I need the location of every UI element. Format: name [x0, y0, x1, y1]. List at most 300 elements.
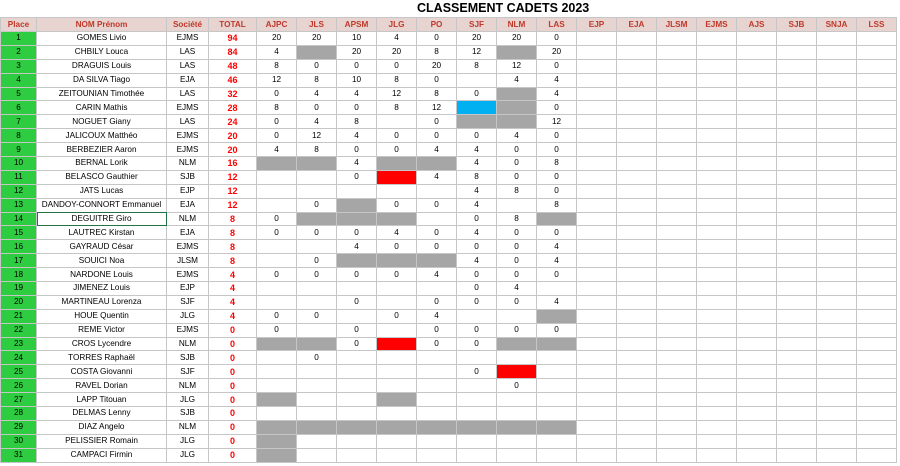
score-cell[interactable] — [417, 254, 457, 268]
score-cell[interactable] — [417, 448, 457, 462]
score-cell[interactable] — [297, 184, 337, 198]
score-cell[interactable] — [737, 143, 777, 157]
score-cell[interactable]: 0 — [417, 115, 457, 129]
score-cell[interactable] — [577, 268, 617, 282]
score-cell[interactable] — [617, 157, 657, 171]
score-cell[interactable] — [777, 351, 817, 365]
score-cell[interactable] — [537, 337, 577, 351]
score-cell[interactable] — [617, 365, 657, 379]
score-cell[interactable]: 4 — [497, 129, 537, 143]
score-cell[interactable] — [697, 184, 737, 198]
score-cell[interactable] — [257, 407, 297, 421]
column-header[interactable]: LAS — [537, 18, 577, 32]
score-cell[interactable]: 0 — [337, 170, 377, 184]
score-cell[interactable]: 0 — [537, 101, 577, 115]
club-cell[interactable]: EJP — [167, 184, 209, 198]
total-cell[interactable]: 0 — [209, 351, 257, 365]
score-cell[interactable] — [617, 393, 657, 407]
score-cell[interactable]: 0 — [497, 143, 537, 157]
score-cell[interactable] — [657, 32, 697, 46]
place-cell[interactable]: 12 — [1, 184, 37, 198]
score-cell[interactable] — [697, 59, 737, 73]
score-cell[interactable] — [617, 198, 657, 212]
score-cell[interactable] — [697, 87, 737, 101]
score-cell[interactable] — [657, 323, 697, 337]
score-cell[interactable] — [737, 87, 777, 101]
score-cell[interactable] — [857, 337, 897, 351]
score-cell[interactable] — [817, 157, 857, 171]
score-cell[interactable] — [297, 407, 337, 421]
score-cell[interactable]: 4 — [497, 282, 537, 296]
score-cell[interactable]: 4 — [297, 115, 337, 129]
score-cell[interactable]: 0 — [417, 240, 457, 254]
score-cell[interactable]: 4 — [417, 170, 457, 184]
score-cell[interactable]: 0 — [297, 59, 337, 73]
score-cell[interactable]: 0 — [457, 129, 497, 143]
score-cell[interactable] — [777, 323, 817, 337]
score-cell[interactable] — [417, 184, 457, 198]
score-cell[interactable]: 0 — [257, 129, 297, 143]
score-cell[interactable] — [577, 32, 617, 46]
score-cell[interactable] — [817, 379, 857, 393]
score-cell[interactable] — [777, 254, 817, 268]
score-cell[interactable] — [497, 434, 537, 448]
score-cell[interactable] — [577, 254, 617, 268]
score-cell[interactable] — [257, 198, 297, 212]
score-cell[interactable] — [297, 393, 337, 407]
score-cell[interactable] — [777, 268, 817, 282]
total-cell[interactable]: 4 — [209, 309, 257, 323]
score-cell[interactable]: 0 — [377, 309, 417, 323]
score-cell[interactable] — [617, 448, 657, 462]
column-header[interactable]: JLG — [377, 18, 417, 32]
score-cell[interactable] — [857, 282, 897, 296]
score-cell[interactable] — [697, 448, 737, 462]
score-cell[interactable]: 12 — [297, 129, 337, 143]
score-cell[interactable] — [337, 379, 377, 393]
name-cell[interactable]: DIAZ Angelo — [37, 420, 167, 434]
score-cell[interactable] — [617, 420, 657, 434]
score-cell[interactable] — [337, 198, 377, 212]
score-cell[interactable]: 0 — [497, 240, 537, 254]
score-cell[interactable] — [257, 295, 297, 309]
score-cell[interactable] — [297, 170, 337, 184]
score-cell[interactable] — [617, 282, 657, 296]
score-cell[interactable] — [377, 184, 417, 198]
score-cell[interactable]: 4 — [457, 254, 497, 268]
score-cell[interactable] — [577, 170, 617, 184]
score-cell[interactable]: 4 — [257, 143, 297, 157]
score-cell[interactable]: 20 — [497, 32, 537, 46]
score-cell[interactable]: 12 — [257, 73, 297, 87]
score-cell[interactable] — [697, 129, 737, 143]
score-cell[interactable] — [657, 87, 697, 101]
club-cell[interactable]: SJB — [167, 407, 209, 421]
score-cell[interactable] — [697, 254, 737, 268]
score-cell[interactable] — [617, 32, 657, 46]
score-cell[interactable] — [377, 407, 417, 421]
score-cell[interactable] — [737, 170, 777, 184]
score-cell[interactable] — [617, 309, 657, 323]
score-cell[interactable] — [577, 226, 617, 240]
score-cell[interactable] — [777, 337, 817, 351]
score-cell[interactable] — [337, 393, 377, 407]
score-cell[interactable] — [457, 101, 497, 115]
score-cell[interactable] — [377, 115, 417, 129]
score-cell[interactable]: 8 — [377, 101, 417, 115]
column-header[interactable]: NLM — [497, 18, 537, 32]
score-cell[interactable] — [617, 184, 657, 198]
place-cell[interactable]: 13 — [1, 198, 37, 212]
score-cell[interactable]: 0 — [377, 268, 417, 282]
score-cell[interactable] — [257, 157, 297, 171]
score-cell[interactable] — [257, 170, 297, 184]
score-cell[interactable] — [777, 73, 817, 87]
score-cell[interactable]: 4 — [537, 87, 577, 101]
score-cell[interactable] — [377, 254, 417, 268]
score-cell[interactable] — [697, 32, 737, 46]
place-cell[interactable]: 5 — [1, 87, 37, 101]
score-cell[interactable] — [657, 295, 697, 309]
column-header[interactable]: Place — [1, 18, 37, 32]
name-cell[interactable]: RAVEL Dorian — [37, 379, 167, 393]
score-cell[interactable]: 8 — [537, 198, 577, 212]
total-cell[interactable]: 4 — [209, 282, 257, 296]
total-cell[interactable]: 8 — [209, 212, 257, 226]
place-cell[interactable]: 25 — [1, 365, 37, 379]
score-cell[interactable] — [737, 295, 777, 309]
score-cell[interactable] — [577, 420, 617, 434]
score-cell[interactable]: 0 — [337, 268, 377, 282]
column-header[interactable]: AJPC — [257, 18, 297, 32]
score-cell[interactable] — [577, 337, 617, 351]
score-cell[interactable] — [857, 448, 897, 462]
score-cell[interactable]: 12 — [417, 101, 457, 115]
score-cell[interactable] — [857, 115, 897, 129]
score-cell[interactable] — [577, 101, 617, 115]
score-cell[interactable] — [297, 240, 337, 254]
place-cell[interactable]: 6 — [1, 101, 37, 115]
score-cell[interactable] — [297, 45, 337, 59]
score-cell[interactable] — [777, 157, 817, 171]
column-header[interactable]: APSM — [337, 18, 377, 32]
score-cell[interactable] — [657, 184, 697, 198]
score-cell[interactable] — [697, 337, 737, 351]
score-cell[interactable] — [737, 101, 777, 115]
score-cell[interactable]: 0 — [377, 143, 417, 157]
score-cell[interactable] — [337, 407, 377, 421]
total-cell[interactable]: 20 — [209, 129, 257, 143]
total-cell[interactable]: 24 — [209, 115, 257, 129]
score-cell[interactable] — [377, 323, 417, 337]
score-cell[interactable] — [617, 407, 657, 421]
score-cell[interactable]: 0 — [457, 323, 497, 337]
score-cell[interactable]: 4 — [537, 73, 577, 87]
club-cell[interactable]: EJA — [167, 198, 209, 212]
score-cell[interactable] — [297, 379, 337, 393]
score-cell[interactable] — [777, 198, 817, 212]
column-header[interactable]: Société — [167, 18, 209, 32]
score-cell[interactable] — [497, 407, 537, 421]
score-cell[interactable] — [497, 101, 537, 115]
score-cell[interactable] — [577, 365, 617, 379]
score-cell[interactable] — [737, 365, 777, 379]
score-cell[interactable]: 0 — [377, 59, 417, 73]
score-cell[interactable] — [697, 282, 737, 296]
club-cell[interactable]: NLM — [167, 212, 209, 226]
score-cell[interactable] — [377, 365, 417, 379]
score-cell[interactable] — [257, 448, 297, 462]
club-cell[interactable]: LAS — [167, 115, 209, 129]
score-cell[interactable] — [537, 282, 577, 296]
total-cell[interactable]: 32 — [209, 87, 257, 101]
score-cell[interactable] — [297, 282, 337, 296]
name-cell[interactable]: GAYRAUD César — [37, 240, 167, 254]
name-cell[interactable]: NARDONE Louis — [37, 268, 167, 282]
total-cell[interactable]: 4 — [209, 268, 257, 282]
score-cell[interactable]: 8 — [297, 73, 337, 87]
score-cell[interactable]: 4 — [377, 226, 417, 240]
score-cell[interactable] — [577, 282, 617, 296]
score-cell[interactable] — [817, 351, 857, 365]
total-cell[interactable]: 20 — [209, 143, 257, 157]
score-cell[interactable] — [817, 337, 857, 351]
score-cell[interactable]: 0 — [457, 87, 497, 101]
score-cell[interactable] — [377, 448, 417, 462]
score-cell[interactable] — [657, 254, 697, 268]
score-cell[interactable] — [737, 337, 777, 351]
score-cell[interactable] — [577, 309, 617, 323]
score-cell[interactable] — [617, 87, 657, 101]
club-cell[interactable]: EJP — [167, 282, 209, 296]
score-cell[interactable]: 8 — [537, 157, 577, 171]
score-cell[interactable]: 0 — [417, 198, 457, 212]
score-cell[interactable] — [857, 170, 897, 184]
name-cell[interactable]: TORRES Raphaël — [37, 351, 167, 365]
score-cell[interactable] — [617, 379, 657, 393]
score-cell[interactable] — [657, 240, 697, 254]
score-cell[interactable] — [457, 351, 497, 365]
score-cell[interactable]: 0 — [297, 226, 337, 240]
score-cell[interactable] — [457, 448, 497, 462]
score-cell[interactable]: 12 — [457, 45, 497, 59]
score-cell[interactable] — [817, 115, 857, 129]
total-cell[interactable]: 8 — [209, 254, 257, 268]
score-cell[interactable] — [657, 143, 697, 157]
place-cell[interactable]: 15 — [1, 226, 37, 240]
score-cell[interactable]: 8 — [417, 45, 457, 59]
score-cell[interactable] — [257, 379, 297, 393]
score-cell[interactable] — [537, 309, 577, 323]
score-cell[interactable] — [697, 226, 737, 240]
place-cell[interactable]: 22 — [1, 323, 37, 337]
place-cell[interactable]: 18 — [1, 268, 37, 282]
score-cell[interactable]: 0 — [377, 240, 417, 254]
score-cell[interactable] — [737, 73, 777, 87]
score-cell[interactable] — [817, 448, 857, 462]
score-cell[interactable] — [777, 282, 817, 296]
score-cell[interactable]: 0 — [257, 309, 297, 323]
score-cell[interactable] — [737, 240, 777, 254]
score-cell[interactable] — [737, 282, 777, 296]
score-cell[interactable]: 12 — [497, 59, 537, 73]
score-cell[interactable] — [817, 198, 857, 212]
score-cell[interactable] — [777, 240, 817, 254]
score-cell[interactable] — [817, 212, 857, 226]
name-cell[interactable]: CAMPACI Firmin — [37, 448, 167, 462]
score-cell[interactable] — [817, 129, 857, 143]
total-cell[interactable]: 12 — [209, 198, 257, 212]
score-cell[interactable]: 4 — [497, 73, 537, 87]
score-cell[interactable] — [777, 226, 817, 240]
score-cell[interactable] — [337, 184, 377, 198]
score-cell[interactable] — [777, 407, 817, 421]
score-cell[interactable] — [697, 351, 737, 365]
score-cell[interactable] — [297, 323, 337, 337]
score-cell[interactable]: 0 — [537, 226, 577, 240]
score-cell[interactable] — [817, 184, 857, 198]
name-cell[interactable]: SOUICI Noa — [37, 254, 167, 268]
score-cell[interactable] — [737, 448, 777, 462]
score-cell[interactable] — [777, 434, 817, 448]
score-cell[interactable]: 0 — [337, 143, 377, 157]
score-cell[interactable] — [617, 45, 657, 59]
place-cell[interactable]: 11 — [1, 170, 37, 184]
column-header[interactable]: AJS — [737, 18, 777, 32]
place-cell[interactable]: 2 — [1, 45, 37, 59]
score-cell[interactable] — [417, 434, 457, 448]
total-cell[interactable]: 84 — [209, 45, 257, 59]
score-cell[interactable]: 4 — [257, 45, 297, 59]
score-cell[interactable]: 0 — [297, 351, 337, 365]
score-cell[interactable]: 0 — [457, 240, 497, 254]
score-cell[interactable] — [777, 143, 817, 157]
score-cell[interactable] — [617, 59, 657, 73]
score-cell[interactable] — [377, 157, 417, 171]
score-cell[interactable] — [777, 448, 817, 462]
score-cell[interactable] — [297, 434, 337, 448]
score-cell[interactable] — [737, 184, 777, 198]
score-cell[interactable] — [737, 268, 777, 282]
score-cell[interactable]: 0 — [457, 212, 497, 226]
score-cell[interactable]: 0 — [457, 282, 497, 296]
score-cell[interactable]: 4 — [457, 184, 497, 198]
total-cell[interactable]: 4 — [209, 295, 257, 309]
name-cell[interactable]: JIMENEZ Louis — [37, 282, 167, 296]
place-cell[interactable]: 4 — [1, 73, 37, 87]
score-cell[interactable] — [697, 73, 737, 87]
club-cell[interactable]: LAS — [167, 59, 209, 73]
score-cell[interactable] — [537, 448, 577, 462]
score-cell[interactable] — [577, 45, 617, 59]
total-cell[interactable]: 48 — [209, 59, 257, 73]
score-cell[interactable] — [817, 73, 857, 87]
name-cell[interactable]: MARTINEAU Lorenza — [37, 295, 167, 309]
score-cell[interactable] — [857, 157, 897, 171]
score-cell[interactable] — [577, 143, 617, 157]
name-cell[interactable]: CROS Lycendre — [37, 337, 167, 351]
club-cell[interactable]: JLG — [167, 309, 209, 323]
name-cell[interactable]: NOGUET Giany — [37, 115, 167, 129]
name-cell[interactable]: COSTA Giovanni — [37, 365, 167, 379]
score-cell[interactable]: 0 — [377, 198, 417, 212]
score-cell[interactable]: 0 — [537, 184, 577, 198]
score-cell[interactable]: 4 — [457, 143, 497, 157]
score-cell[interactable] — [577, 240, 617, 254]
score-cell[interactable] — [257, 184, 297, 198]
score-cell[interactable] — [337, 254, 377, 268]
score-cell[interactable] — [697, 115, 737, 129]
score-cell[interactable] — [777, 45, 817, 59]
score-cell[interactable] — [657, 420, 697, 434]
score-cell[interactable] — [857, 393, 897, 407]
name-cell[interactable]: GOMES Livio — [37, 32, 167, 46]
score-cell[interactable] — [297, 420, 337, 434]
score-cell[interactable] — [857, 434, 897, 448]
score-cell[interactable] — [817, 170, 857, 184]
score-cell[interactable] — [857, 351, 897, 365]
score-cell[interactable] — [817, 407, 857, 421]
score-cell[interactable] — [697, 157, 737, 171]
score-cell[interactable]: 0 — [417, 337, 457, 351]
score-cell[interactable] — [737, 212, 777, 226]
score-cell[interactable]: 0 — [457, 295, 497, 309]
total-cell[interactable]: 0 — [209, 420, 257, 434]
score-cell[interactable]: 8 — [257, 101, 297, 115]
score-cell[interactable] — [737, 393, 777, 407]
score-cell[interactable] — [257, 337, 297, 351]
score-cell[interactable] — [297, 157, 337, 171]
score-cell[interactable] — [497, 115, 537, 129]
club-cell[interactable]: JLSM — [167, 254, 209, 268]
score-cell[interactable] — [257, 365, 297, 379]
score-cell[interactable]: 0 — [337, 59, 377, 73]
score-cell[interactable]: 0 — [537, 323, 577, 337]
club-cell[interactable]: LAS — [167, 87, 209, 101]
score-cell[interactable] — [537, 393, 577, 407]
score-cell[interactable] — [737, 32, 777, 46]
score-cell[interactable] — [857, 59, 897, 73]
score-cell[interactable]: 0 — [257, 212, 297, 226]
score-cell[interactable] — [697, 240, 737, 254]
score-cell[interactable] — [777, 295, 817, 309]
score-cell[interactable] — [817, 295, 857, 309]
score-cell[interactable] — [697, 101, 737, 115]
score-cell[interactable]: 0 — [417, 226, 457, 240]
score-cell[interactable] — [857, 143, 897, 157]
score-cell[interactable]: 0 — [257, 87, 297, 101]
score-cell[interactable]: 8 — [257, 59, 297, 73]
score-cell[interactable]: 0 — [297, 101, 337, 115]
name-cell[interactable]: PELISSIER Romain — [37, 434, 167, 448]
total-cell[interactable]: 28 — [209, 101, 257, 115]
score-cell[interactable]: 0 — [257, 323, 297, 337]
score-cell[interactable] — [537, 407, 577, 421]
name-cell[interactable]: JALICOUX Matthéo — [37, 129, 167, 143]
score-cell[interactable] — [657, 212, 697, 226]
score-cell[interactable]: 0 — [497, 379, 537, 393]
place-cell[interactable]: 16 — [1, 240, 37, 254]
score-cell[interactable] — [857, 101, 897, 115]
score-cell[interactable] — [737, 379, 777, 393]
score-cell[interactable]: 12 — [537, 115, 577, 129]
total-cell[interactable]: 16 — [209, 157, 257, 171]
club-cell[interactable]: JLG — [167, 393, 209, 407]
score-cell[interactable] — [417, 282, 457, 296]
score-cell[interactable]: 0 — [537, 59, 577, 73]
score-cell[interactable] — [657, 407, 697, 421]
score-cell[interactable] — [377, 170, 417, 184]
